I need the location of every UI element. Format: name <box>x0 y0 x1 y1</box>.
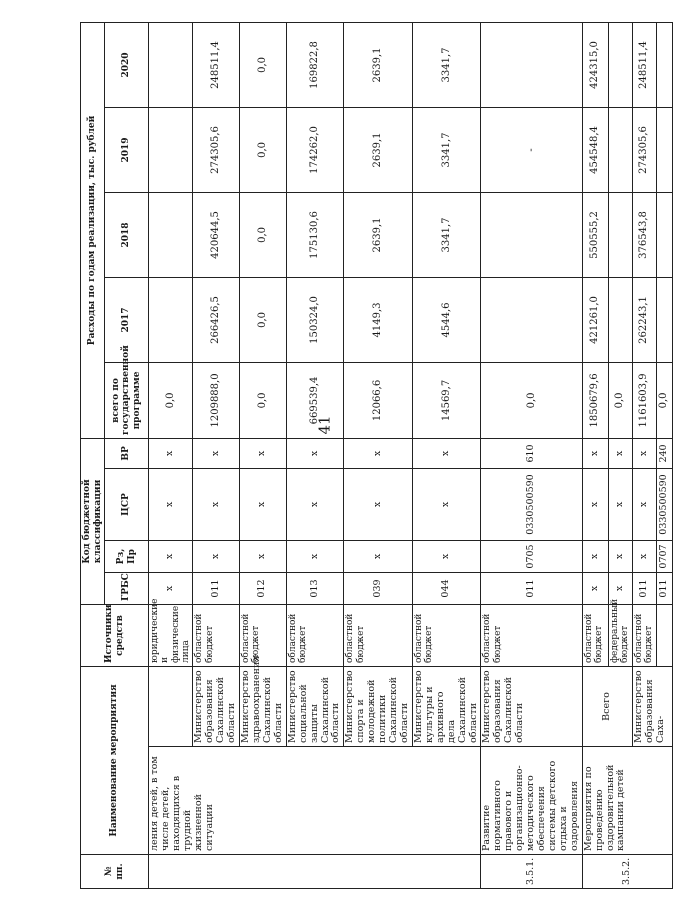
cell-2018 <box>656 192 672 277</box>
cell-rzpr: 0707 <box>656 540 672 572</box>
cell-2017 <box>608 277 632 362</box>
cell-total: 1209888,0 <box>193 362 240 438</box>
cell-total: 0,0 <box>608 362 632 438</box>
cell-2017: 262243,1 <box>632 277 656 362</box>
cell-2020: 248511,4 <box>632 22 656 107</box>
cell-csr: x <box>412 468 481 540</box>
cell-csr: x <box>286 468 344 540</box>
cell-sub: Министерство образования Сахалинской области <box>193 666 240 746</box>
cell-rzpr: x <box>582 540 608 572</box>
cell-sub: Министерство спорта и молодежной политики Сахалинской области <box>344 666 413 746</box>
cell-vr: 240 <box>656 438 672 468</box>
cell-vr: x <box>240 438 287 468</box>
col-header-total: всего по государственной программе <box>105 362 149 438</box>
cell-2020: 0,0 <box>240 22 287 107</box>
cell-total: 1161603,9 <box>632 362 656 438</box>
cell-grbs: x <box>149 572 193 604</box>
cell-csr: x <box>344 468 413 540</box>
cell-grbs: x <box>608 572 632 604</box>
cell-vr: x <box>412 438 481 468</box>
cell-vr: x <box>286 438 344 468</box>
cell-rzpr: x <box>608 540 632 572</box>
cell-sub <box>149 666 193 746</box>
cell-sub: Министерство культуры и архивного дела Сахалинской области <box>412 666 481 746</box>
cell-csr: x <box>240 468 287 540</box>
cell-2020: 248511,4 <box>193 22 240 107</box>
cell-source: областной бюджет <box>481 604 582 666</box>
cell-grbs: 011 <box>632 572 656 604</box>
cell-vr: x <box>608 438 632 468</box>
cell-2020: 424315,0 <box>582 22 608 107</box>
cell-2018: 550555,2 <box>582 192 608 277</box>
cell-total: 12066,6 <box>344 362 413 438</box>
col-header-source: Источники средств <box>81 604 149 666</box>
cell-grbs: 011 <box>481 572 582 604</box>
cell-rzpr: x <box>286 540 344 572</box>
cell-vr: x <box>149 438 193 468</box>
col-header-expenses-group: Расходы по годам реализации, тыс. рублей <box>81 22 105 438</box>
cell-grbs: 012 <box>240 572 287 604</box>
cell-2018: 175130,6 <box>286 192 344 277</box>
cell-2018: 420644,5 <box>193 192 240 277</box>
cell-source: федеральный бюджет <box>608 604 632 666</box>
col-header-num: № пп. <box>81 855 149 889</box>
cell-2020: 2639,1 <box>344 22 413 107</box>
cell-name: Развитие нормативного правового и организационно-методического обеспечения системы детского отдыха и оздоровления <box>481 747 582 855</box>
cell-rzpr: x <box>149 540 193 572</box>
cell-2020: 169822,8 <box>286 22 344 107</box>
page-number: 41 <box>316 415 334 435</box>
cell-sub: Министерство образования Сахалинской области <box>481 666 582 746</box>
cell-2017 <box>656 277 672 362</box>
cell-2019: 2639,1 <box>344 107 413 192</box>
cell-2019: 274305,6 <box>632 107 656 192</box>
cell-2018 <box>481 192 582 277</box>
cell-2018 <box>608 192 632 277</box>
cell-total: 669539,4 <box>286 362 344 438</box>
cell-2020 <box>656 22 672 107</box>
cell-2019 <box>149 107 193 192</box>
cell-rzpr: x <box>632 540 656 572</box>
cell-source: областной бюджет <box>240 604 287 666</box>
cell-sub: Всего <box>582 666 632 746</box>
cell-total: 14569,7 <box>412 362 481 438</box>
cell-2017 <box>481 277 582 362</box>
cell-grbs: 013 <box>286 572 344 604</box>
cell-2017: 0,0 <box>240 277 287 362</box>
cell-total: 0,0 <box>149 362 193 438</box>
cell-source: областной бюджет <box>632 604 656 666</box>
cell-rzpr: x <box>240 540 287 572</box>
cell-num: 3.5.1. <box>481 855 582 889</box>
cell-source: областной бюджет <box>286 604 344 666</box>
cell-2018 <box>149 192 193 277</box>
cell-2019: 3341,7 <box>412 107 481 192</box>
cell-total: 0,0 <box>481 362 582 438</box>
col-header-2017: 2017 <box>105 277 149 362</box>
col-header-csr: ЦСР <box>105 468 149 540</box>
cell-sub: Министерство социальной защиты Сахалинской области <box>286 666 344 746</box>
cell-2019: 174262,0 <box>286 107 344 192</box>
cell-grbs: 044 <box>412 572 481 604</box>
budget-table-sheet <box>80 23 670 889</box>
cell-csr: x <box>582 468 608 540</box>
cell-2019 <box>608 107 632 192</box>
cell-2017: 150324,0 <box>286 277 344 362</box>
cell-2019: 0,0 <box>240 107 287 192</box>
cell-2017 <box>149 277 193 362</box>
cell-source <box>656 604 672 666</box>
cell-2018: 0,0 <box>240 192 287 277</box>
table-row <box>149 22 193 888</box>
cell-rzpr: 0705 <box>481 540 582 572</box>
cell-vr: x <box>344 438 413 468</box>
cell-num: 3.5.2. <box>582 855 672 889</box>
cell-rzpr: x <box>193 540 240 572</box>
col-header-name: Наименование мероприятия <box>81 666 149 854</box>
cell-2020 <box>149 22 193 107</box>
cell-source: областной бюджет <box>412 604 481 666</box>
cell-2019: 454548,4 <box>582 107 608 192</box>
cell-2019: 274305,6 <box>193 107 240 192</box>
cell-num <box>149 855 481 889</box>
cell-2017: 421261,0 <box>582 277 608 362</box>
cell-2020: 3341,7 <box>412 22 481 107</box>
cell-grbs: 011 <box>193 572 240 604</box>
cell-2019: - <box>481 107 582 192</box>
col-header-vr: ВР <box>105 438 149 468</box>
budget-table <box>80 22 673 889</box>
cell-vr: x <box>582 438 608 468</box>
cell-2020 <box>608 22 632 107</box>
col-header-grbs: ГРБС <box>105 572 149 604</box>
cell-rzpr: x <box>344 540 413 572</box>
cell-2018: 376543,8 <box>632 192 656 277</box>
cell-csr: x <box>608 468 632 540</box>
cell-csr: x <box>193 468 240 540</box>
cell-2019 <box>656 107 672 192</box>
cell-source: областной бюджет <box>344 604 413 666</box>
cell-source: юридические и физические лица <box>149 604 193 666</box>
cell-name: ления детей, в том числе детей, находящихся в трудной жизненной ситуации <box>149 747 481 855</box>
cell-source: областной бюджет <box>582 604 608 666</box>
cell-vr: x <box>632 438 656 468</box>
cell-2018: 3341,7 <box>412 192 481 277</box>
col-header-rzpr: Рз, Пр <box>105 540 149 572</box>
cell-name: Мероприятия по проведению оздоровительной кампании детей <box>582 747 672 855</box>
cell-total: 1850679,6 <box>582 362 608 438</box>
cell-source: областной бюджет <box>193 604 240 666</box>
cell-csr: 0330500590 <box>656 468 672 540</box>
cell-grbs: 011 <box>656 572 672 604</box>
cell-sub: Министерство здравоохранения Сахалинской области <box>240 666 287 746</box>
cell-2020 <box>481 22 582 107</box>
cell-2017: 4544,6 <box>412 277 481 362</box>
col-header-2018: 2018 <box>105 192 149 277</box>
col-header-code-group: Код бюджетной классификации <box>81 438 105 604</box>
cell-csr: x <box>632 468 656 540</box>
cell-2017: 4149,3 <box>344 277 413 362</box>
cell-vr: 610 <box>481 438 582 468</box>
cell-grbs: 039 <box>344 572 413 604</box>
table-row <box>481 22 582 888</box>
col-header-2020: 2020 <box>105 22 149 107</box>
cell-csr: x <box>149 468 193 540</box>
cell-vr: x <box>193 438 240 468</box>
col-header-2019: 2019 <box>105 107 149 192</box>
cell-2017: 266426,5 <box>193 277 240 362</box>
cell-2018: 2639,1 <box>344 192 413 277</box>
cell-total: 0,0 <box>240 362 287 438</box>
table-row <box>582 22 608 888</box>
cell-rzpr: x <box>412 540 481 572</box>
cell-csr: 0330500590 <box>481 468 582 540</box>
cell-total: 0,0 <box>656 362 672 438</box>
cell-sub: Министерство образования Саха- <box>632 666 672 746</box>
cell-grbs: x <box>582 572 608 604</box>
